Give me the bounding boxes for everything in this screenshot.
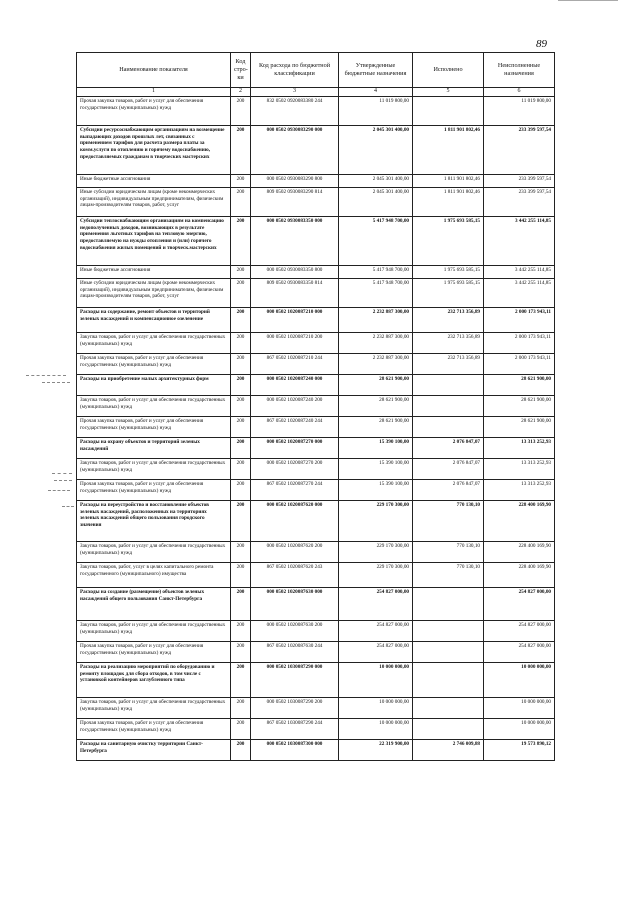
row-executed-amount xyxy=(413,588,484,621)
table-row xyxy=(77,698,555,719)
row-expense-code: 000 0502 1020087270 200 xyxy=(251,459,339,480)
row-approved-amount: 10 000 000,00 xyxy=(339,698,413,719)
col-header-name: Наименование показателя xyxy=(77,53,231,88)
row-approved-amount: 15 390 100,00 xyxy=(339,438,413,459)
col-header-line-code: Код стро-ки xyxy=(231,53,251,88)
table-row xyxy=(77,719,555,740)
col-header-executed: Исполнено xyxy=(413,53,484,88)
row-name: Расходы на санитарную очистку территории Санкт-Петербурга xyxy=(77,740,231,761)
row-approved-amount: 229 170 300,00 xyxy=(339,501,413,542)
column-number: 3 xyxy=(251,88,339,97)
row-executed-amount: 232 713 356,89 xyxy=(413,354,484,375)
row-line-code: 200 xyxy=(231,542,251,563)
row-executed-amount: 2 746 009,88 xyxy=(413,740,484,761)
margin-dash-mark xyxy=(42,382,70,384)
row-line-code: 200 xyxy=(231,354,251,375)
row-name: Иные субсидии юридическим лицам (кроме некоммерческих организаций), индивидуальным предпринимателям, физическим лицам-производителям товаров, работ, услуг xyxy=(77,188,231,217)
table-row xyxy=(77,417,555,438)
row-name: Закупка товаров, работ и услуг для обеспечения государственных (муниципальных) нужд xyxy=(77,333,231,354)
row-executed-amount: 1 811 901 802,46 xyxy=(413,188,484,217)
row-approved-amount: 229 170 300,00 xyxy=(339,563,413,588)
row-expense-code: 867 0502 1030087290 244 xyxy=(251,719,339,740)
row-remaining-amount: 254 827 000,00 xyxy=(484,588,555,621)
row-name: Прочая закупка товаров, работ и услуг для обеспечения государственных (муниципальных) нужд xyxy=(77,719,231,740)
table-row xyxy=(77,663,555,698)
column-number: 5 xyxy=(413,88,484,97)
table-row xyxy=(77,375,555,396)
row-line-code: 200 xyxy=(231,308,251,333)
table-row xyxy=(77,175,555,188)
row-name: Закупка товаров, работ и услуг для обеспечения государственных (муниципальных) нужд xyxy=(77,698,231,719)
row-line-code: 200 xyxy=(231,719,251,740)
col-header-unexecuted: Неисполненные назначения xyxy=(484,53,555,88)
row-remaining-amount: 3 442 255 114,85 xyxy=(484,279,555,308)
row-line-code: 200 xyxy=(231,126,251,175)
row-approved-amount: 5 417 948 700,00 xyxy=(339,266,413,279)
row-expense-code: 832 0502 0920083380 244 xyxy=(251,97,339,126)
row-remaining-amount: 3 442 255 114,85 xyxy=(484,266,555,279)
row-line-code: 200 xyxy=(231,480,251,501)
row-remaining-amount: 28 621 900,00 xyxy=(484,396,555,417)
row-executed-amount: 2 076 847,07 xyxy=(413,459,484,480)
row-remaining-amount: 10 000 000,00 xyxy=(484,719,555,740)
row-approved-amount: 5 417 948 700,00 xyxy=(339,217,413,266)
row-line-code: 200 xyxy=(231,188,251,217)
row-executed-amount xyxy=(413,719,484,740)
row-name: Закупка товаров, работ и услуг для обеспечения государственных (муниципальных) нужд xyxy=(77,621,231,642)
row-expense-code: 809 0502 0930083290 814 xyxy=(251,188,339,217)
row-line-code: 200 xyxy=(231,459,251,480)
row-name: Иные бюджетные ассигнования xyxy=(77,266,231,279)
row-executed-amount: 232 713 356,89 xyxy=(413,308,484,333)
row-remaining-amount: 13 313 252,93 xyxy=(484,459,555,480)
table-row xyxy=(77,97,555,126)
table-row xyxy=(77,501,555,542)
table-row xyxy=(77,621,555,642)
row-executed-amount xyxy=(413,375,484,396)
row-remaining-amount: 228 400 169,90 xyxy=(484,563,555,588)
row-expense-code: 000 0502 1020087240 200 xyxy=(251,396,339,417)
row-executed-amount: 770 130,10 xyxy=(413,501,484,542)
row-expense-code: 867 0502 1020087240 244 xyxy=(251,417,339,438)
row-remaining-amount: 10 000 000,00 xyxy=(484,698,555,719)
row-name: Расходы на охрану объектов и территорий зеленых насаждений xyxy=(77,438,231,459)
row-remaining-amount: 11 019 800,00 xyxy=(484,97,555,126)
row-executed-amount xyxy=(413,417,484,438)
row-remaining-amount: 19 573 890,12 xyxy=(484,740,555,761)
row-remaining-amount: 233 399 597,54 xyxy=(484,175,555,188)
table-header-row xyxy=(77,53,555,88)
row-remaining-amount: 2 000 173 943,11 xyxy=(484,354,555,375)
table-row xyxy=(77,217,555,266)
row-line-code: 200 xyxy=(231,175,251,188)
row-name: Расходы на содержание, ремонт объектов и территорий зеленых насаждений и компенсационное озеленение xyxy=(77,308,231,333)
table-row xyxy=(77,354,555,375)
row-approved-amount: 5 417 948 700,00 xyxy=(339,279,413,308)
row-expense-code: 000 0502 1020087620 200 xyxy=(251,542,339,563)
table-row xyxy=(77,588,555,621)
row-line-code: 200 xyxy=(231,438,251,459)
row-remaining-amount: 254 827 000,00 xyxy=(484,621,555,642)
row-name: Прочая закупка товаров, работ и услуг для обеспечения государственных (муниципальных) нужд xyxy=(77,97,231,126)
row-expense-code: 809 0502 0930083350 814 xyxy=(251,279,339,308)
row-executed-amount xyxy=(413,621,484,642)
margin-dash-mark xyxy=(48,490,70,492)
table-row xyxy=(77,279,555,308)
row-executed-amount: 1 975 693 585,15 xyxy=(413,217,484,266)
row-executed-amount: 770 130,10 xyxy=(413,563,484,588)
row-executed-amount: 232 713 356,89 xyxy=(413,333,484,354)
row-expense-code: 000 0502 1030087290 000 xyxy=(251,663,339,698)
row-expense-code: 000 0502 1030087300 000 xyxy=(251,740,339,761)
row-executed-amount xyxy=(413,698,484,719)
table-row xyxy=(77,396,555,417)
row-line-code: 200 xyxy=(231,588,251,621)
row-approved-amount: 2 045 301 400,00 xyxy=(339,188,413,217)
row-name: Прочая закупка товаров, работ и услуг для обеспечения государственных (муниципальных) нужд xyxy=(77,354,231,375)
row-approved-amount: 2 045 301 400,00 xyxy=(339,126,413,175)
row-approved-amount: 28 621 900,00 xyxy=(339,396,413,417)
column-number: 2 xyxy=(231,88,251,97)
row-line-code: 200 xyxy=(231,417,251,438)
margin-dash-mark xyxy=(62,506,74,508)
row-name: Расходы на реализацию мероприятий по оборудованию и ремонту площадок для сбора отходов, в том числе с установкой контейнеров заглубленного типа xyxy=(77,663,231,698)
row-executed-amount xyxy=(413,97,484,126)
row-expense-code: 867 0502 1020087630 244 xyxy=(251,642,339,663)
margin-dash-mark xyxy=(52,473,72,475)
table-body xyxy=(77,97,555,761)
table-row xyxy=(77,308,555,333)
table-row xyxy=(77,126,555,175)
col-header-expense-code: Код расхода по бюджетной классификации xyxy=(251,53,339,88)
row-remaining-amount: 10 000 000,00 xyxy=(484,663,555,698)
row-approved-amount: 254 827 000,00 xyxy=(339,588,413,621)
row-expense-code: 000 0502 1020087630 200 xyxy=(251,621,339,642)
table-row xyxy=(77,542,555,563)
table-row xyxy=(77,459,555,480)
row-expense-code: 000 0502 1020087240 000 xyxy=(251,375,339,396)
row-executed-amount: 1 975 693 585,15 xyxy=(413,279,484,308)
page-number: 89 xyxy=(536,38,547,50)
row-expense-code: 000 0502 1020087630 000 xyxy=(251,588,339,621)
row-remaining-amount: 2 000 173 943,11 xyxy=(484,333,555,354)
table-row xyxy=(77,563,555,588)
row-remaining-amount: 28 621 900,00 xyxy=(484,417,555,438)
col-header-approved: Утвержденные бюджетные назначения xyxy=(339,53,413,88)
row-line-code: 200 xyxy=(231,279,251,308)
budget-execution-table xyxy=(76,52,555,761)
table-row xyxy=(77,333,555,354)
row-expense-code: 000 0502 0930083290 000 xyxy=(251,126,339,175)
row-executed-amount: 1 811 901 802,46 xyxy=(413,175,484,188)
table-row xyxy=(77,188,555,217)
margin-dash-mark xyxy=(54,480,72,482)
row-approved-amount: 28 621 900,00 xyxy=(339,417,413,438)
row-name: Прочая закупка товаров, работ и услуг для обеспечения государственных (муниципальных) нужд xyxy=(77,480,231,501)
column-number: 1 xyxy=(77,88,231,97)
row-executed-amount: 1 811 901 802,46 xyxy=(413,126,484,175)
row-remaining-amount: 228 400 169,90 xyxy=(484,501,555,542)
row-line-code: 200 xyxy=(231,621,251,642)
row-remaining-amount: 228 400 169,90 xyxy=(484,542,555,563)
column-number: 6 xyxy=(484,88,555,97)
row-line-code: 200 xyxy=(231,396,251,417)
row-remaining-amount: 13 313 252,93 xyxy=(484,438,555,459)
row-expense-code: 000 0502 0930083350 800 xyxy=(251,266,339,279)
row-name: Закупка товаров, работ и услуг для обеспечения государственных (муниципальных) нужд xyxy=(77,396,231,417)
row-approved-amount: 28 621 900,00 xyxy=(339,375,413,396)
row-line-code: 200 xyxy=(231,266,251,279)
top-scan-rule xyxy=(558,0,618,1)
row-name: Расходы на приобретение малых архитектурных форм xyxy=(77,375,231,396)
row-name: Расходы на создание (размещение) объектов зеленых насаждений общего пользования Санкт-Петербурга xyxy=(77,588,231,621)
row-expense-code: 000 0502 1020087620 000 xyxy=(251,501,339,542)
row-approved-amount: 15 390 100,00 xyxy=(339,480,413,501)
row-line-code: 200 xyxy=(231,97,251,126)
row-expense-code: 000 0502 1020087210 200 xyxy=(251,333,339,354)
row-name: Прочая закупка товаров, работ и услуг для обеспечения государственных (муниципальных) нужд xyxy=(77,642,231,663)
row-name: Закупка товаров, работ, услуг в целях капитального ремонта государственного (муниципального) имущества xyxy=(77,563,231,588)
table-row xyxy=(77,740,555,761)
row-name: Закупка товаров, работ и услуг для обеспечения государственных (муниципальных) нужд xyxy=(77,542,231,563)
row-remaining-amount: 2 000 173 943,11 xyxy=(484,308,555,333)
row-approved-amount: 254 827 000,00 xyxy=(339,621,413,642)
row-approved-amount: 2 232 887 300,00 xyxy=(339,308,413,333)
table-row xyxy=(77,480,555,501)
row-remaining-amount: 13 313 252,93 xyxy=(484,480,555,501)
row-name: Субсидии ресурсоснабжающим организациям на возмещение выпадающих доходов прошлых лет, связанных с применением тарифов для расчета размера платы за комм.услуги по отоплению и горячему водоснабжению, предоставляемых гражданам в творческих мастерских xyxy=(77,126,231,175)
row-line-code: 200 xyxy=(231,333,251,354)
row-line-code: 200 xyxy=(231,563,251,588)
row-expense-code: 000 0502 1020087270 000 xyxy=(251,438,339,459)
row-name: Иные бюджетные ассигнования xyxy=(77,175,231,188)
row-approved-amount: 10 000 000,00 xyxy=(339,663,413,698)
table-row xyxy=(77,438,555,459)
row-executed-amount xyxy=(413,396,484,417)
row-approved-amount: 254 827 000,00 xyxy=(339,642,413,663)
row-remaining-amount: 254 827 000,00 xyxy=(484,642,555,663)
row-approved-amount: 2 232 887 300,00 xyxy=(339,333,413,354)
row-name: Прочая закупка товаров, работ и услуг для обеспечения государственных (муниципальных) нужд xyxy=(77,417,231,438)
row-remaining-amount: 233 399 597,54 xyxy=(484,188,555,217)
row-approved-amount: 10 000 000,00 xyxy=(339,719,413,740)
table-row xyxy=(77,642,555,663)
row-line-code: 200 xyxy=(231,740,251,761)
row-expense-code: 000 0502 0930083350 000 xyxy=(251,217,339,266)
row-line-code: 200 xyxy=(231,217,251,266)
row-executed-amount: 2 076 847,07 xyxy=(413,480,484,501)
row-remaining-amount: 28 621 900,00 xyxy=(484,375,555,396)
row-name: Расходы на переустройство и восстановление объектов зеленых насаждений, расположенных на территориях зеленых насаждений общего пользования городского значения xyxy=(77,501,231,542)
column-number-row xyxy=(77,88,555,97)
row-line-code: 200 xyxy=(231,501,251,542)
row-expense-code: 867 0502 1020087620 243 xyxy=(251,563,339,588)
row-approved-amount: 2 232 887 300,00 xyxy=(339,354,413,375)
row-approved-amount: 2 045 301 400,00 xyxy=(339,175,413,188)
row-executed-amount: 1 975 693 585,15 xyxy=(413,266,484,279)
row-executed-amount: 2 076 847,07 xyxy=(413,438,484,459)
row-name: Иные субсидии юридическим лицам (кроме некоммерческих организаций), индивидуальным предпринимателям, физическим лицам-производителям товаров, работ, услуг xyxy=(77,279,231,308)
row-name: Закупка товаров, работ и услуг для обеспечения государственных (муниципальных) нужд xyxy=(77,459,231,480)
row-remaining-amount: 233 399 597,54 xyxy=(484,126,555,175)
row-executed-amount xyxy=(413,642,484,663)
row-remaining-amount: 3 442 255 114,85 xyxy=(484,217,555,266)
row-expense-code: 000 0502 0930083290 800 xyxy=(251,175,339,188)
row-approved-amount: 15 390 100,00 xyxy=(339,459,413,480)
row-executed-amount xyxy=(413,663,484,698)
row-line-code: 200 xyxy=(231,642,251,663)
row-line-code: 200 xyxy=(231,698,251,719)
row-approved-amount: 11 019 800,00 xyxy=(339,97,413,126)
row-executed-amount: 770 130,10 xyxy=(413,542,484,563)
row-line-code: 200 xyxy=(231,375,251,396)
column-number: 4 xyxy=(339,88,413,97)
row-expense-code: 000 0502 1030087290 200 xyxy=(251,698,339,719)
row-name: Субсидии теплоснабжающим организациям на компенсацию недополученных доходов, возникающих в результате применения льготных тарифов на тепловую энергию, предоставляемую на нужды отопления и (или) горячего водоснабжения жилых помещений и творческ.мастерских xyxy=(77,217,231,266)
row-expense-code: 867 0502 1020087210 244 xyxy=(251,354,339,375)
margin-dash-mark xyxy=(26,375,66,377)
row-line-code: 200 xyxy=(231,663,251,698)
row-expense-code: 867 0502 1020087270 244 xyxy=(251,480,339,501)
row-approved-amount: 229 170 300,00 xyxy=(339,542,413,563)
row-expense-code: 000 0502 1020087210 000 xyxy=(251,308,339,333)
table-row xyxy=(77,266,555,279)
row-approved-amount: 22 319 900,00 xyxy=(339,740,413,761)
